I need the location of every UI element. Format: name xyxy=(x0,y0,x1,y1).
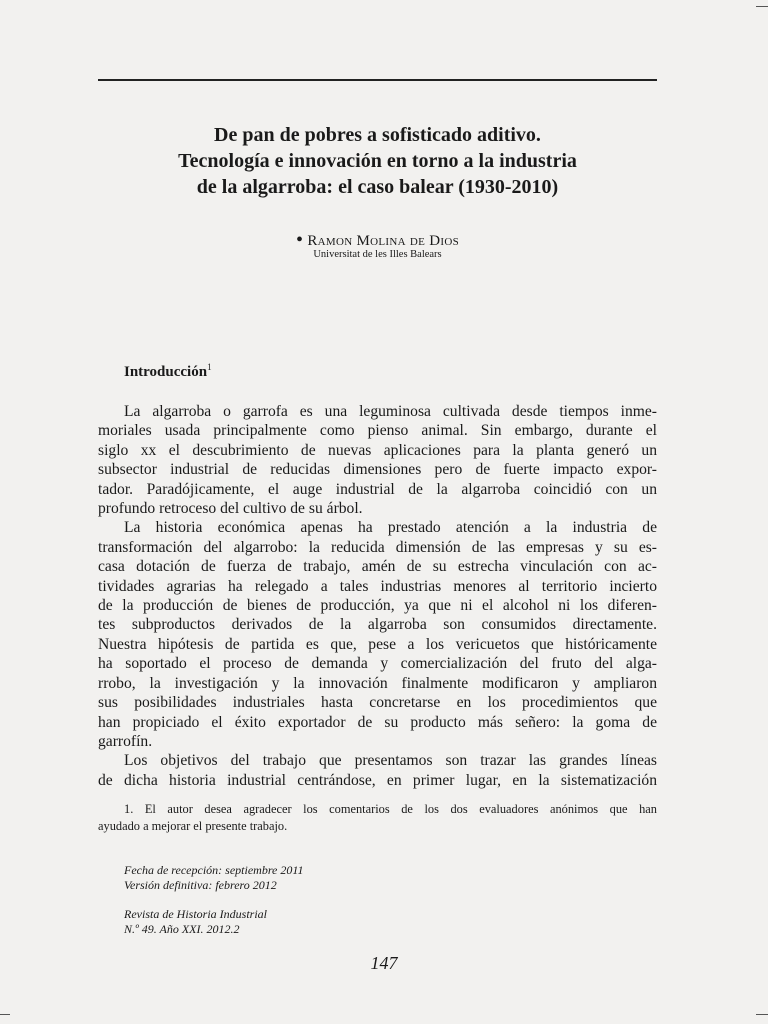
header-rule xyxy=(98,79,657,81)
journal-issue: N.º 49. Año XXI. 2012.2 xyxy=(124,922,240,936)
footnote-ref: 1 xyxy=(207,362,212,372)
page-number: 147 xyxy=(370,953,398,973)
text-line: Los objetivos del trabajo que presentamos son trazar las grandes líneas xyxy=(124,752,657,770)
paragraph xyxy=(98,402,657,518)
section-heading xyxy=(124,362,212,381)
text-line: profundo retroceso del cultivo de su árbol. xyxy=(98,500,363,518)
text-line: han propiciado el éxito exportador de su producto más señero: la goma de xyxy=(98,713,657,731)
author-affiliation: Universitat de les Illes Balears xyxy=(313,249,442,260)
body-text xyxy=(98,402,657,790)
bullet-icon: • xyxy=(295,229,304,251)
text-line: de dicha historia industrial centrándose, en primer lugar, en la sistematización xyxy=(98,771,657,789)
final-version-date: Versión definitiva: febrero 2012 xyxy=(124,878,277,892)
article-title xyxy=(98,122,657,200)
text-line: subsector industrial de reducidas dimensiones pero de fuerte impacto expor- xyxy=(98,461,657,479)
footnote xyxy=(98,801,657,835)
text-line: La algarroba o garrofa es una leguminosa cultivada desde tiempos inme- xyxy=(124,403,657,420)
text-line: garrofín. xyxy=(98,732,153,750)
crop-mark-bottom-left xyxy=(0,1014,10,1015)
text-line: La historia económica apenas ha prestado atención a la industria de xyxy=(124,519,657,537)
text-line: sus posibilidades industriales hasta concretarse en los procedimientos que xyxy=(98,694,657,712)
text-line: transformación del algarrobo: la reducida dimensión de las empresas y su es- xyxy=(98,538,657,556)
journal-info xyxy=(124,907,267,937)
text-line: moriales usada principalmente como pienso animal. Sin embargo, durante el xyxy=(98,422,657,440)
text-line: Nuestra hipótesis de partida es que, pese a los vericuetos que históricamente xyxy=(98,635,657,653)
text-line: rrobo, la investigación y la innovación finalmente modificaron y ampliaron xyxy=(98,674,657,692)
footnote-line-2: ayudado a mejorar el presente trabajo. xyxy=(98,819,288,833)
paragraph xyxy=(98,751,657,790)
text-line: tador. Paradójicamente, el auge industrial de la algarroba coincidió con un xyxy=(98,480,657,498)
paragraph xyxy=(98,518,657,751)
footnote-line-1: 1. El autor desea agradecer los comentarios de los dos evaluadores anónimos que han xyxy=(124,802,657,816)
text-line: tividades agrarias ha relegado a tales industrias menores al territorio incierto xyxy=(98,577,657,595)
crop-mark-top-right xyxy=(756,6,768,7)
received-date: Fecha de recepción: septiembre 2011 xyxy=(124,863,304,877)
text-line: casa dotación de fuerza de trabajo, amén de su estrecha vinculación con ac- xyxy=(98,558,657,576)
section-heading-text: Introducción xyxy=(124,364,208,380)
title-line-2: Tecnología e innovación en torno a la industria xyxy=(178,150,577,172)
journal-name: Revista de Historia Industrial xyxy=(124,907,267,921)
text-line: siglo xx el descubrimiento de nuevas aplicaciones para la planta generó un xyxy=(98,441,657,459)
text-line: ha soportado el proceso de demanda y comercialización del fruto del alga- xyxy=(98,655,657,673)
reception-dates xyxy=(124,863,303,893)
text-line: de la producción de bienes de producción, ya que ni el alcohol ni los diferen- xyxy=(98,597,657,615)
author-name: Ramon Molina de Dios xyxy=(307,233,459,249)
crop-mark-bottom-right xyxy=(756,1014,768,1015)
title-line-3: de la algarroba: el caso balear (1930-2010) xyxy=(196,176,559,198)
text-line: tes subproductos derivados de la algarroba son consumidos directamente. xyxy=(98,616,657,634)
title-line-1: De pan de pobres a sofisticado aditivo. xyxy=(214,124,541,146)
